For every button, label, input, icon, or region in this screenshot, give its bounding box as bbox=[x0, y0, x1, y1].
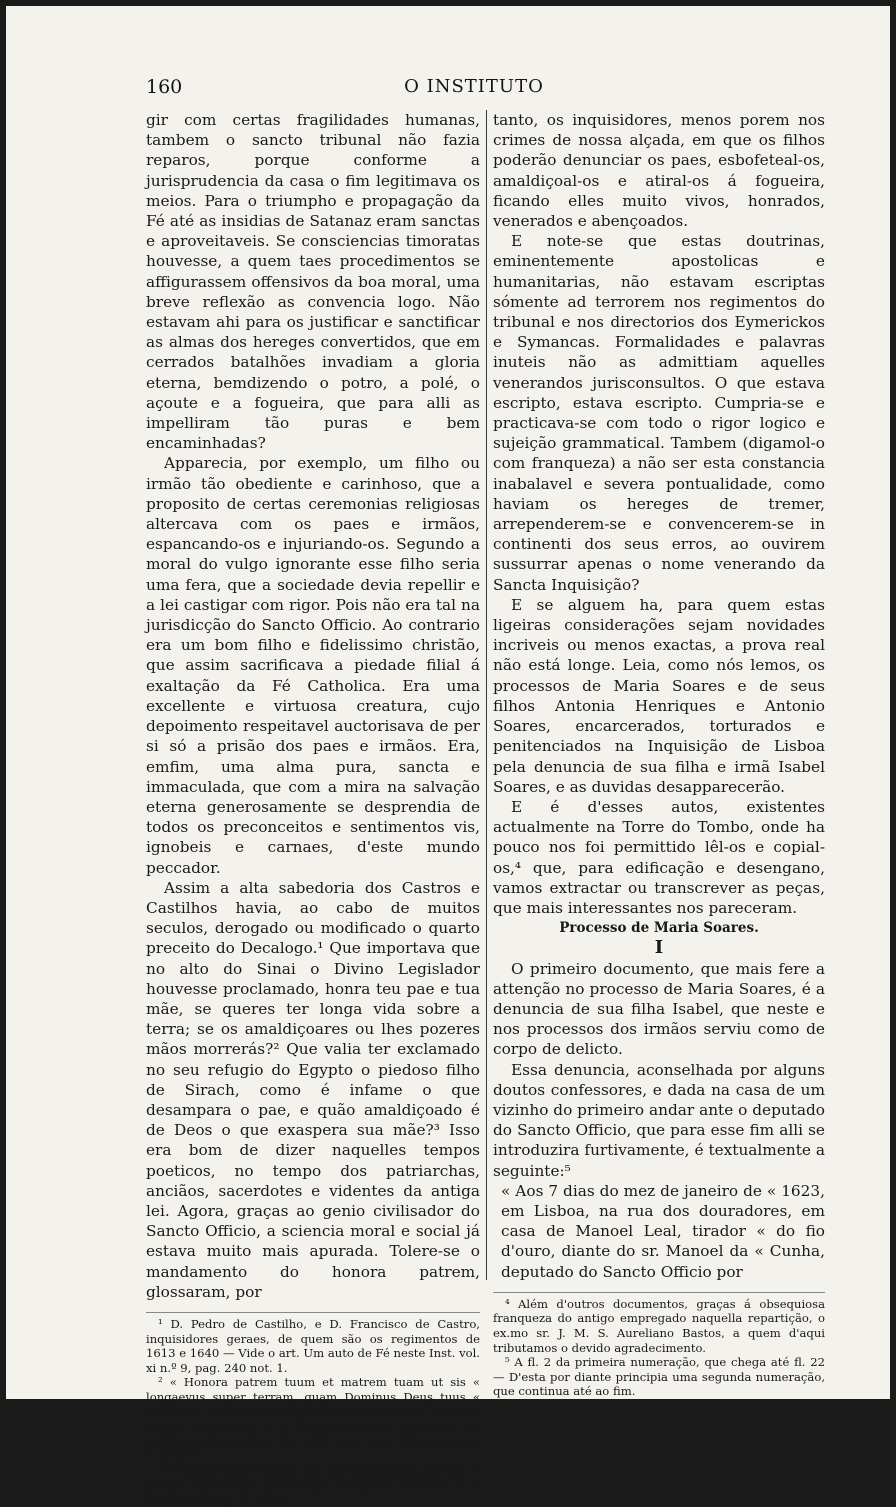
paragraph: E se alguem ha, para quem estas ligeiras considerações sejam novidades incriveis ou menos exactas, a prova real não está longe. Leia, como nós lemos, os processos de Maria Soares e de seus filhos Antonia Henriques e Antonio Soares, encarcerados, torturados e penitenciados na Inquisição de Lisboa pela denuncia de sua filha e irmã Isabel Soares, e as duvidas desapparecerão. bbox=[493, 595, 825, 796]
paragraph: E note-se que estas doutrinas, eminentemente apostolicas e humanitarias, não estavam escriptas sómente ad terrorem nos regimentos do tribunal e nos directorios dos Eymerickos e Symancas. Formalidades e palavras inuteis não as admittiam aquelles venerandos jurisconsultos. O que estava escripto, estava escripto. Cumpria-se e practicava-se com todo o rigor logico e sujeição grammatical. Tambem (digamol-o com franqueza) a não ser esta constancia inabalavel e severa pontualidade, como haviam os hereges de tremer, arrependerem-se e convencerem-se in continenti dos seus erros, ao ouvirem sussurrar apenas o nome venerando da Sancta Inquisição? bbox=[493, 232, 825, 594]
paragraph: Assim a alta sabedoria dos Castros e Castilhos havia, ao cabo de muitos seculos, derogado ou modificado o quarto preceito do Decalogo.¹ Que importava que no alto do Sinai o Divino Legislador houvesse proclamado, honra teu pae e tua mãe, se queres ter longa vida sobre a terra; se os amaldiçoares ou lhes pozeres mãos morrerás?² Que valia ter exclamado no seu refugio do Egypto o piedoso filho de Sirach, como é infame o que desampara o pae, e quão amaldiçoado é de Deos o que exaspera sua mãe?³ Isso era bom de dizer naquelles tempos poeticos, no tempo dos patriarchas, anciãos, sacerdotes e videntes da antiga lei. Agora, graças ao genio civilisador do Sancto Officio, a sciencia moral e social já estava muito mais apurada. Tolere-se o mandamento do honora patrem, glossaram, por bbox=[146, 878, 480, 1301]
book-page bbox=[6, 6, 890, 1507]
quoted-denuncia bbox=[493, 1181, 825, 1282]
footnote: ⁵ A fl. 2 da primeira numeração, que chega até fl. 22 — D'esta por diante principia uma segunda numeração, que continua até ao fim. bbox=[493, 1355, 825, 1399]
footnote: ⁴ Além d'outros documentos, graças á obsequiosa franqueza do antigo empregado naquella repartição, o ex.mo sr. J. M. S. Aureliano Bastos, a quem d'aqui tributamos o devido agradecimento. bbox=[493, 1296, 825, 1355]
paragraph: E é d'esses autos, existentes actualmente na Torre do Tombo, onde ha pouco nos foi permittido lêl-os e copial-os,⁴ que, para edificação e desengano, vamos extractar ou transcrever as peças, que mais interessantes nos pareceram. bbox=[493, 797, 825, 917]
footnote: ¹ D. Pedro de Castilho, e D. Francisco de Castro, inquisidores geraes, de quem são os regimentos de 1613 e 1640 — Vide o art. Um auto de Fé neste Inst. vol. xi n.º 9, pag. 240 not. 1. bbox=[146, 1316, 480, 1375]
running-title: O INSTITUTO bbox=[404, 76, 544, 97]
paragraph: Essa denuncia, aconselhada por alguns doutos confessores, e dada na casa de um vizinho do primeiro andar ante o deputado do Sancto Officio, que para esse fim alli se introduzira furtivamente, é textualmente a seguinte:⁵ bbox=[493, 1060, 825, 1180]
paragraph: gir com certas fragilidades humanas, tambem o sancto tribunal não fazia reparos, porque conforme a jurisprudencia da casa o fim legitimava os meios. Para o triumpho e propagação da Fé até as insidias de Satanaz eram sanctas e aproveitaveis. Se consciencias timoratas houvesse, a quem taes procedimentos se affigurassem offensivos da boa moral, uma breve reflexão as convencia logo. Não estavam ahi para os justificar e sanctificar as almas dos hereges convertidos, que em cerrados batalhões invadiam a gloria eterna, bemdizendo o potro, a polé, o açoute e a fogueira, que para alli as impelliram tão puras e bem encaminhadas? bbox=[146, 111, 480, 453]
paragraph: Apparecia, por exemplo, um filho ou irmão tão obediente e carinhoso, que a proposito de certas ceremonias religiosas altercava com os paes e irmãos, espancando-os e injuriando-os. Segundo a moral do vulgo ignorante esse filho seria uma fera, que a sociedade devia repellir e a lei castigar com rigor. Pois não era tal na jurisdicção do Sancto Officio. Ao contrario era um bom filho e fidelissimo christão, que assim sacrificava a piedade filial á exaltação da Fé Catholica. Era uma excellente e virtuosa creatura, cujo depoimento respeitavel auctorisava de per si só a prisão dos paes e irmãos. Era, emfim, uma alma pura, sancta e immaculada, que com a mira na salvação eterna generosamente se desprendia de todos os preconceitos e sentimentos vis, ignobeis e carnaes, d'este mundo peccador. bbox=[146, 454, 480, 877]
left-column bbox=[146, 110, 480, 1507]
footnote: ² « Honora patrem tuum et matrem tuam ut sis « longaevus super terram, quam Dominus Deus tuus « dabit tibi. » « Qui percusserit patrem suum aut matrem, morte « moriatur. » « Qui maledixerit patri suo vel matri, morte moria- « tur. » Ex. cap. xx, v. 12 e cap. xxi, v. 15 e 17. bbox=[146, 1375, 480, 1463]
section-number: I bbox=[654, 937, 664, 959]
section-heading: Processo de Maria Soares. bbox=[559, 920, 759, 937]
paragraph: tanto, os inquisidores, menos porem nos crimes de nossa alçada, em que os filhos poderão denunciar os paes, esbofeteal-os, amaldiçoal-os e atiral-os á fogueira, ficando elles muito vivos, honrados, venerados e abençoados. bbox=[493, 111, 825, 231]
footnotes-right bbox=[493, 1292, 825, 1399]
page-number: 160 bbox=[146, 76, 183, 98]
quote-text: « Aos 7 dias do mez de janeiro de « 1623, em Lisboa, na rua dos douradores, em casa de Manoel Leal, tirador « do fio d'ouro, diante do sr. Manoel da « Cunha, deputado do Sancto Officio por bbox=[501, 1181, 825, 1281]
page-header bbox=[146, 76, 802, 104]
column-divider bbox=[486, 110, 487, 1280]
footnote: ³ « Quam malae famae est, qui derelinquit patrem, « et est maledictus a Deo qui exasperat matrem. » « Ecclesiast. cap. 3, v. 18. bbox=[146, 1462, 480, 1507]
right-column bbox=[493, 110, 825, 1399]
footnotes-left bbox=[146, 1312, 480, 1507]
paragraph: O primeiro documento, que mais fere a attenção no processo de Maria Soares, é a denuncia de sua filha Isabel, que neste e nos processos dos irmãos serviu como de corpo de delicto. bbox=[493, 959, 825, 1059]
